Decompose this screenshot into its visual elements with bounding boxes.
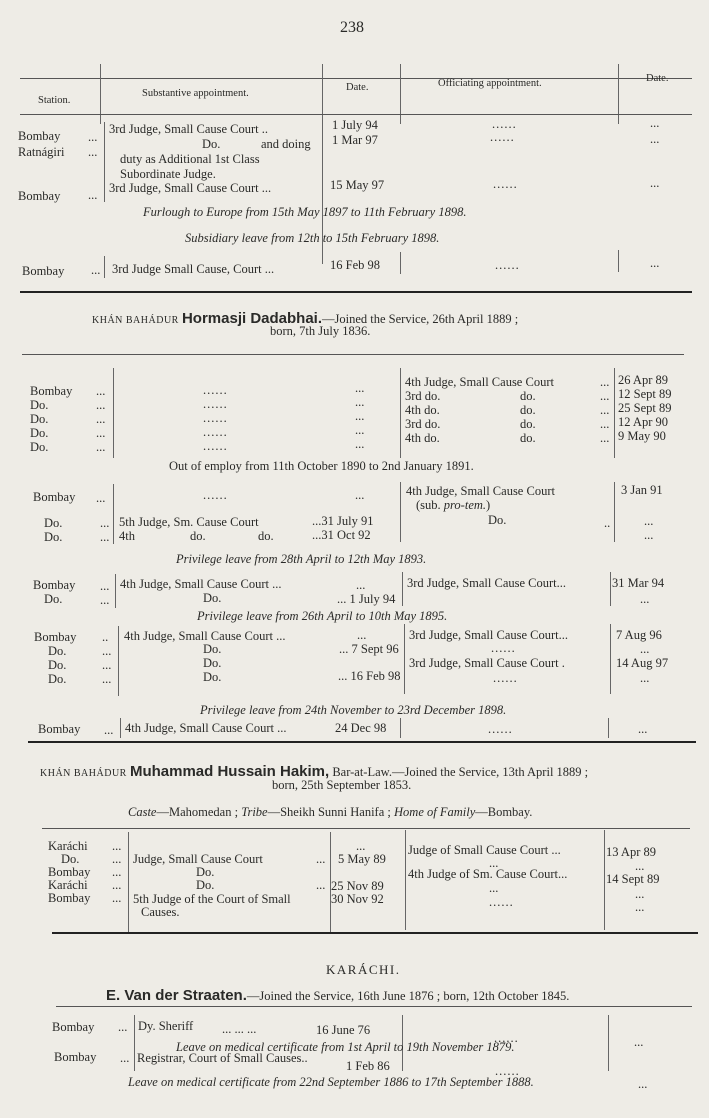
rule [22, 354, 684, 355]
leader-dots: ... [96, 426, 106, 440]
station-heading: KARÁCHI. [326, 962, 401, 977]
officiating-cell: ...... [491, 641, 516, 655]
officiating-cell: ...... [495, 1064, 520, 1078]
station-cell: Bombay [48, 865, 91, 879]
section-rule [20, 291, 692, 293]
date-cell: ... [644, 514, 654, 528]
date-cell: ... [650, 132, 660, 146]
rule [400, 368, 401, 458]
date-cell: ... [355, 423, 365, 437]
leader-dots: ... [100, 516, 110, 530]
date-cell: 1 Feb 86 [346, 1059, 390, 1073]
date-cell: ... [634, 1035, 644, 1049]
officiating-cell: ...... [489, 895, 514, 909]
tribe-value: —Sheikh Sunni Hanifa [267, 805, 385, 819]
station-cell: Do. [44, 516, 63, 530]
rule [610, 624, 611, 694]
officiating-cell: 4th Judge, Small Cause Court [406, 484, 555, 498]
rule [100, 64, 101, 124]
leader-dots: ... [88, 130, 98, 144]
rule [400, 718, 401, 738]
date-cell: 16 Feb 98 [330, 258, 380, 272]
leader-dots: ... [96, 412, 106, 426]
tribe-label: Tribe [241, 805, 268, 819]
rule [400, 252, 401, 274]
appointment-cell: Causes. [141, 905, 180, 919]
leader-dots: ... [88, 188, 98, 202]
officer-joined: Bar-at-Law.—Joined the Service, 13th April 1889 ; [329, 765, 589, 779]
date-cell: 1 Mar 97 [332, 133, 378, 147]
date-cell: 14 Sept 89 [606, 872, 660, 886]
date-cell: 13 Apr 89 [606, 845, 656, 859]
date-cell: ... [357, 628, 367, 642]
appointment-cell: Do. [196, 878, 215, 892]
station-cell: Bombay [22, 264, 65, 278]
appointment-cell: Do. [203, 670, 222, 684]
officiating-cell: ...... [494, 1031, 519, 1045]
caste-line [128, 806, 532, 819]
appointment-cell: 3rd Judge Small Cause, Court ... [112, 262, 275, 276]
caste-value: —Mahomedan [156, 805, 232, 819]
column-header: Officiating appointment. [438, 78, 542, 89]
officiating-cell: ...... [495, 258, 520, 272]
station-cell: Do. [48, 644, 67, 658]
date-cell: ... [355, 437, 365, 451]
rule [104, 122, 105, 202]
appointment-cell: 4th [119, 529, 135, 543]
officer-title: KHÁN BAHÁDUR [92, 315, 179, 326]
rule [604, 830, 605, 930]
leader-dots: ... [100, 530, 110, 544]
leave-note: Privilege leave from 28th April to 12th May 1893. [176, 552, 427, 566]
leave-note: Subsidiary leave from 12th to 15th February 1898. [185, 231, 440, 245]
column-header: Substantive appointment. [142, 88, 249, 99]
station-cell: Bombay [18, 129, 61, 143]
rule [56, 1006, 692, 1007]
date-cell: 24 Dec 98 [335, 721, 387, 735]
officiating-cell: ... [489, 881, 499, 895]
date-cell: 12 Sept 89 [618, 387, 672, 401]
date-cell: 5 May 89 [338, 852, 386, 866]
pro-tem-text: pro-tem. [443, 498, 487, 512]
rule [118, 626, 119, 696]
leader-dots: ... [96, 398, 106, 412]
officer-joined: —Joined the Service, 16th June 1876 ; born, 12th October 1845. [246, 989, 570, 1003]
leader-dots: ... [102, 658, 112, 672]
appointment-cell: 4th Judge, Small Cause Court ... [125, 721, 287, 735]
leader-dots: ... [96, 491, 106, 505]
date-cell: ... 16 Feb 98 [338, 669, 401, 683]
appointment-cell: 4th Judge, Small Cause Court ... [124, 629, 286, 643]
leader-dots: ... [102, 672, 112, 686]
rule [402, 572, 403, 606]
officiating-cell: (sub. pro-tem.) [416, 498, 491, 512]
date-cell: ... [638, 1077, 648, 1091]
station-cell: Bombay [52, 1020, 95, 1034]
rule [134, 1015, 135, 1071]
station-cell: Do. [30, 398, 49, 412]
officiating-cell: do. [520, 417, 536, 431]
appointment-cell: Subordinate Judge. [120, 167, 216, 181]
officer-heading [40, 764, 588, 779]
date-cell: 26 Apr 89 [618, 373, 668, 387]
appointment-cell: ...... [203, 439, 228, 453]
leader-dots: ... [100, 579, 110, 593]
date-cell: ... [355, 381, 365, 395]
officiating-cell: ...... [493, 671, 518, 685]
station-cell: Do. [30, 440, 49, 454]
appointment-cell: ...... [203, 383, 228, 397]
officer-born: born, 7th July 1836. [270, 324, 371, 338]
date-cell: ... [638, 722, 648, 736]
rule [113, 368, 114, 458]
separator: ; [384, 805, 395, 819]
leader-dots: .. [604, 516, 611, 530]
leader-dots: .. [102, 630, 109, 644]
appointment-cell: do. [258, 529, 274, 543]
station-cell: Do. [44, 530, 63, 544]
appointment-cell: Do. [196, 865, 215, 879]
date-cell: ... [356, 578, 366, 592]
leave-note: Leave on medical certificate from 1st April to 19th November 1879. [176, 1040, 515, 1054]
rule [115, 574, 116, 608]
leave-note: Leave on medical certificate from 22nd September 1886 to 17th September 1888. [128, 1075, 534, 1089]
station-cell: Karáchi [48, 839, 88, 853]
rule [104, 256, 105, 278]
appointment-cell: Registrar, Court of Small Causes.. [137, 1051, 308, 1065]
officer-name: Muhammad Hussain Hakim, [129, 763, 330, 780]
station-cell: Bombay [34, 630, 77, 644]
date-cell: ...31 July 91 [312, 514, 374, 528]
leader-dots: ... [102, 644, 112, 658]
leader-dots: ... [112, 891, 122, 905]
officiating-cell: Do. [488, 513, 507, 527]
section-rule [52, 932, 698, 934]
leader-dots: ... [600, 431, 610, 445]
date-cell: ...31 Oct 92 [312, 528, 371, 542]
station-cell: Do. [48, 672, 67, 686]
station-cell: Do. [48, 658, 67, 672]
officiating-cell: do. [520, 389, 536, 403]
rule [610, 572, 611, 606]
separator: ; [231, 805, 242, 819]
appointment-cell: do. [190, 529, 206, 543]
date-cell: 25 Sept 89 [618, 401, 672, 415]
leader-dots: ... [600, 417, 610, 431]
officiating-cell: ...... [490, 130, 515, 144]
leader-dots: ... ... ... [222, 1022, 257, 1036]
station-cell: Do. [30, 426, 49, 440]
leader-dots: ... [112, 852, 122, 866]
appointment-cell: Do. [203, 591, 222, 605]
rule [400, 482, 401, 542]
rule [20, 78, 692, 79]
rule [608, 1015, 609, 1071]
leader-dots: ... [316, 852, 326, 866]
appointment-cell: 5th Judge, Sm. Cause Court [119, 515, 259, 529]
appointment-cell: ...... [203, 397, 228, 411]
officiating-cell: 3rd Judge, Small Cause Court . [409, 656, 565, 670]
officer-joined: —Joined the Service, 26th April 1889 ; [322, 312, 519, 326]
leader-dots: ... [316, 878, 326, 892]
date-cell: ... 7 Sept 96 [339, 642, 399, 656]
leader-dots: ... [88, 145, 98, 159]
officiating-cell: 3rd do. [405, 417, 441, 431]
officer-title: KHÁN BAHÁDUR [40, 768, 127, 779]
officiating-cell: ...... [492, 117, 517, 131]
date-cell: ... [355, 488, 365, 502]
appointment-cell: Dy. Sheriff [138, 1019, 194, 1033]
officer-born: born, 25th September 1853. [272, 778, 412, 792]
officiating-cell: 3rd Judge, Small Cause Court... [409, 628, 569, 642]
leader-dots: ... [104, 723, 114, 737]
appointment-cell: 3rd Judge, Small Cause Court .. [109, 122, 269, 136]
appointment-cell: Do. [203, 642, 222, 656]
leader-dots: ... [91, 263, 101, 277]
date-cell: 31 Mar 94 [612, 576, 665, 590]
date-cell: ... 1 July 94 [337, 592, 396, 606]
station-cell: Bombay [18, 189, 61, 203]
leader-dots: ... [600, 389, 610, 403]
date-cell: 14 Aug 97 [616, 656, 669, 670]
station-cell: Bombay [33, 578, 76, 592]
rule [614, 368, 615, 458]
officiating-cell: 4th Judge, Small Cause Court [405, 375, 554, 389]
rule [614, 482, 615, 542]
appointment-cell: ...... [203, 411, 228, 425]
home-label: Home of Family [394, 805, 476, 819]
date-cell: ... [640, 592, 650, 606]
rule [42, 828, 690, 829]
leader-dots: ... [600, 403, 610, 417]
date-cell: 9 May 90 [618, 429, 666, 443]
leader-dots: ... [96, 440, 106, 454]
date-cell: ... [650, 256, 660, 270]
appointment-cell: 3rd Judge, Small Cause Court ... [109, 181, 272, 195]
appointment-cell: Judge, Small Cause Court [133, 852, 263, 866]
column-header: Station. [38, 95, 71, 106]
date-cell: ... [650, 176, 660, 190]
rule [400, 64, 401, 124]
leader-dots: ... [112, 865, 122, 879]
rule [128, 832, 129, 932]
station-cell: Bombay [38, 722, 81, 736]
officer-name: Hormasji Dadabhai. [181, 310, 323, 327]
rule [608, 718, 609, 738]
officiating-cell: 4th Judge of Sm. Cause Court... [408, 867, 568, 881]
appointment-cell: duty as Additional 1st Class [120, 152, 260, 166]
leader-dots: ... [118, 1020, 128, 1034]
date-cell: ... [635, 900, 645, 914]
station-cell: Do. [61, 852, 80, 866]
appointment-cell: 4th Judge, Small Cause Court ... [120, 577, 282, 591]
date-cell: ... [640, 642, 650, 656]
employment-note: Out of employ from 11th October 1890 to 2nd January 1891. [169, 459, 474, 473]
officiating-cell: ... [489, 856, 499, 870]
rule [405, 830, 406, 930]
date-cell: 1 July 94 [332, 118, 378, 132]
rule [113, 484, 114, 544]
leave-note: Privilege leave from 24th November to 23rd December 1898. [200, 703, 507, 717]
station-cell: Do. [30, 412, 49, 426]
appointment-cell: Do. [202, 137, 221, 151]
officiating-cell: 4th do. [405, 431, 440, 445]
date-cell: 7 Aug 96 [616, 628, 662, 642]
leave-note: Privilege leave from 26th April to 10th May 1895. [197, 609, 448, 623]
page-number: 238 [340, 19, 364, 36]
date-cell: 3 Jan 91 [621, 483, 663, 497]
officiating-cell: Judge of Small Cause Court ... [408, 843, 561, 857]
officiating-cell: do. [520, 403, 536, 417]
date-cell: ... [644, 528, 654, 542]
rule [120, 718, 121, 738]
leave-note: Furlough to Europe from 15th May 1897 to 11th February 1898. [143, 205, 467, 219]
leader-dots: ... [120, 1051, 130, 1065]
station-cell: Bombay [30, 384, 73, 398]
leader-dots: ... [600, 375, 610, 389]
date-cell: 15 May 97 [330, 178, 385, 192]
date-cell: ... [355, 395, 365, 409]
station-cell: Ratnágiri [18, 145, 65, 159]
officer-name: E. Van der Straaten. [106, 987, 247, 1004]
date-cell: ... [355, 409, 365, 423]
leader-dots: ... [112, 839, 122, 853]
date-cell: ... [650, 116, 660, 130]
appointment-cell: 5th Judge of the Court of Small [133, 892, 291, 906]
rule [618, 250, 619, 272]
officer-heading [106, 988, 569, 1003]
rule [20, 114, 692, 115]
section-rule [28, 741, 696, 743]
appointment-cell: and doing [261, 137, 311, 151]
column-header: Date. [646, 73, 669, 84]
column-header: Date. [346, 82, 369, 93]
appointment-cell: ...... [203, 488, 228, 502]
date-cell: ... [356, 839, 366, 853]
officiating-cell: ...... [488, 722, 513, 736]
station-cell: Karáchi [48, 878, 88, 892]
date-cell: 16 June 76 [316, 1023, 371, 1037]
date-cell: 12 Apr 90 [618, 415, 668, 429]
station-cell: Do. [44, 592, 63, 606]
station-cell: Bombay [48, 891, 91, 905]
leader-dots: ... [96, 384, 106, 398]
officiating-cell: do. [520, 431, 536, 445]
home-value: —Bombay. [475, 805, 533, 819]
date-cell: ... [635, 887, 645, 901]
date-cell: 25 Nov 89 [331, 879, 384, 893]
rule [404, 624, 405, 694]
rule [618, 64, 619, 124]
leader-dots: ... [112, 878, 122, 892]
appointment-cell: Do. [203, 656, 222, 670]
officiating-cell: ...... [493, 177, 518, 191]
officiating-cell: 3rd do. [405, 389, 441, 403]
appointment-cell: ...... [203, 425, 228, 439]
date-cell: ... [640, 671, 650, 685]
station-cell: Bombay [54, 1050, 97, 1064]
officiating-cell: 3rd Judge, Small Cause Court... [407, 576, 567, 590]
date-cell: ... [635, 859, 645, 873]
station-cell: Bombay [33, 490, 76, 504]
officiating-cell: 4th do. [405, 403, 440, 417]
caste-label: Caste [128, 805, 157, 819]
leader-dots: ... [100, 593, 110, 607]
date-cell: 30 Nov 92 [331, 892, 384, 906]
